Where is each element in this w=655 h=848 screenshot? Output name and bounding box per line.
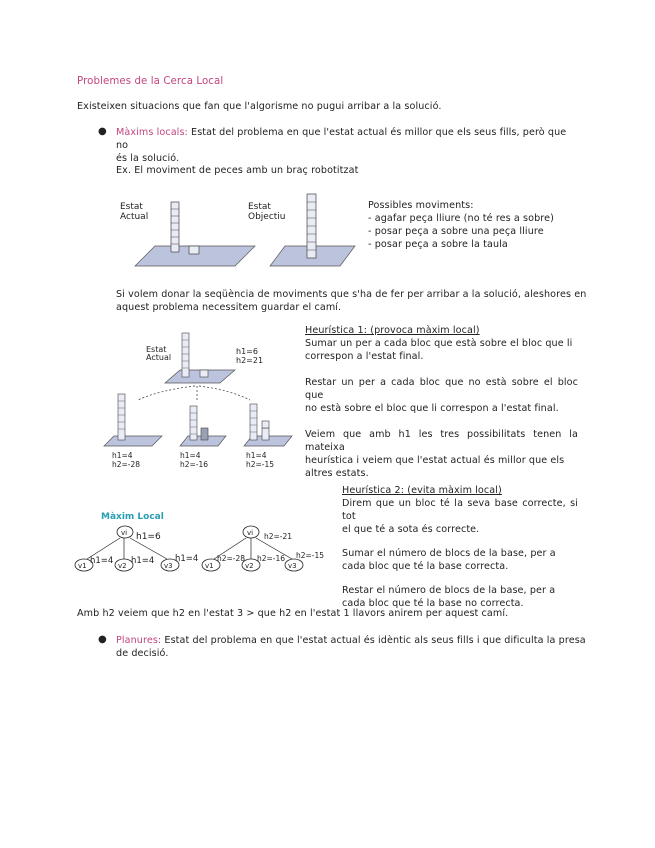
svg-text:vi: vi [247,529,254,537]
h2-p3-l2: cada bloc que té la base no correcta. [342,598,524,609]
fig2-estat: Estat [146,345,167,354]
h1-p3-l2: heurística i veiem que l'estat actual és millor que els [305,455,565,466]
figure-blocks [115,188,365,270]
para2 [116,288,586,314]
stack-goal [307,194,316,258]
objectiu-label: Objectiu [248,212,286,222]
child3-h2: h2=-15 [246,460,275,469]
svg-text:v3: v3 [164,562,173,570]
child2-h2: h2=-16 [180,460,209,469]
figure-maxim-local [74,503,332,589]
heuristic2-block [342,484,578,610]
move-item: - agafar peça lliure (no té res a sobre) [368,213,554,224]
figure-states [100,328,300,473]
conclusion-text: Amb h2 veiem que h2 en l'estat 3 > que h2 en l'estat 1 llavors anirem per aquest camí. [77,608,509,619]
svg-text:h2=-16: h2=-16 [257,554,286,563]
move-item: - posar peça a sobre una peça lliure [368,226,544,237]
heuristic1-title: Heurística 1: (provoca màxim local) [305,325,480,336]
maxim-local-heading: Màxim Local [101,512,164,522]
child1-h2: h2=-28 [112,460,141,469]
planures-line1: Estat del problema en que l'estat actual és idèntic als seus fills i que dificulta la presa [161,635,586,646]
h1-p1-l1: Sumar un per a cada bloc que està sobre el bloc que li [305,338,573,349]
child2-h1: h1=4 [180,451,201,460]
svg-text:v1: v1 [205,562,214,570]
svg-text:h2=-28: h2=-28 [217,554,246,563]
h1-p2-l2: no està sobre el bloc que li correspon a l'estat final. [305,403,559,414]
svg-text:vi: vi [121,529,128,537]
block-a-loose [189,246,199,254]
planures-term: Planures: [116,635,162,646]
svg-text:h1=4: h1=4 [90,556,114,566]
bullet-maxims: ● [98,126,107,137]
svg-text:h1=4: h1=4 [131,556,155,566]
planures-paragraph [116,634,586,660]
svg-text:h1=4: h1=4 [175,554,199,564]
moves-heading: Possibles moviments: [368,200,474,211]
svg-text:v3: v3 [288,562,297,570]
h1-p1-l2: correspon a l'estat final. [305,351,424,362]
maxims-paragraph [116,126,581,165]
fig2-h2: h2=21 [236,356,264,365]
intro-text: Existeixen situacions que fan que l'algorisme no pugui arribar a la solució. [77,101,442,112]
child1-h1: h1=4 [112,451,133,460]
para2-line2: aquest problema necessitem guardar el camí. [116,302,342,313]
estat-label: Estat [120,202,143,212]
svg-text:v2: v2 [245,562,254,570]
actual-label: Actual [120,212,149,222]
h2-p2-l2: cada bloc que té la base correcta. [342,561,509,572]
para2-line1: Si volem donar la seqüència de moviments que s'ha de fer per arribar a la solució, aleshores en [116,289,587,300]
move-item: - posar peça a sobre la taula [368,239,508,250]
child3-h1: h1=4 [246,451,267,460]
bullet-planures: ● [98,634,107,645]
h2-p1-l2: el que té a sota és correcte. [342,524,480,535]
h2-p1-l1: Direm que un bloc té la seva base correcte, si tot [342,498,578,522]
example-text: Ex. El moviment de peces amb un braç robotitzat [116,165,359,176]
fig2-h1: h1=6 [236,347,258,356]
fig2-actual: Actual [146,353,172,362]
maxims-term: Màxims locals: [116,127,188,138]
stack-actual [171,202,179,252]
svg-text:h2=-21: h2=-21 [264,532,293,541]
h1-p2-l1: Restar un per a cada bloc que no està sobre el bloc que [305,377,578,401]
maxims-line1: Estat del problema en que l'estat actual és millor que els seus fills, però que no [116,127,567,151]
maxims-line2: és la solució. [116,153,180,164]
svg-text:v1: v1 [78,562,87,570]
h1-p3-l3: altres estats. [305,468,369,479]
svg-text:h2=-15: h2=-15 [296,551,325,560]
svg-text:v2: v2 [118,562,127,570]
heuristic1-block [305,324,578,480]
h1-p3-l1: Veiem que amb h1 les tres possibilitats tenen la mateixa [305,429,578,453]
h2-p2-l1: Sumar el número de blocs de la base, per a [342,548,556,559]
planures-line2: de decisió. [116,648,169,659]
heuristic2-title: Heurística 2: (evita màxim local) [342,485,502,496]
h2-p3-l1: Restar el número de blocs de la base, per a [342,585,556,596]
svg-text:h1=6: h1=6 [136,532,161,542]
page-title: Problemes de la Cerca Local [77,76,224,87]
estat2-label: Estat [248,202,271,212]
moves-list [368,199,554,251]
